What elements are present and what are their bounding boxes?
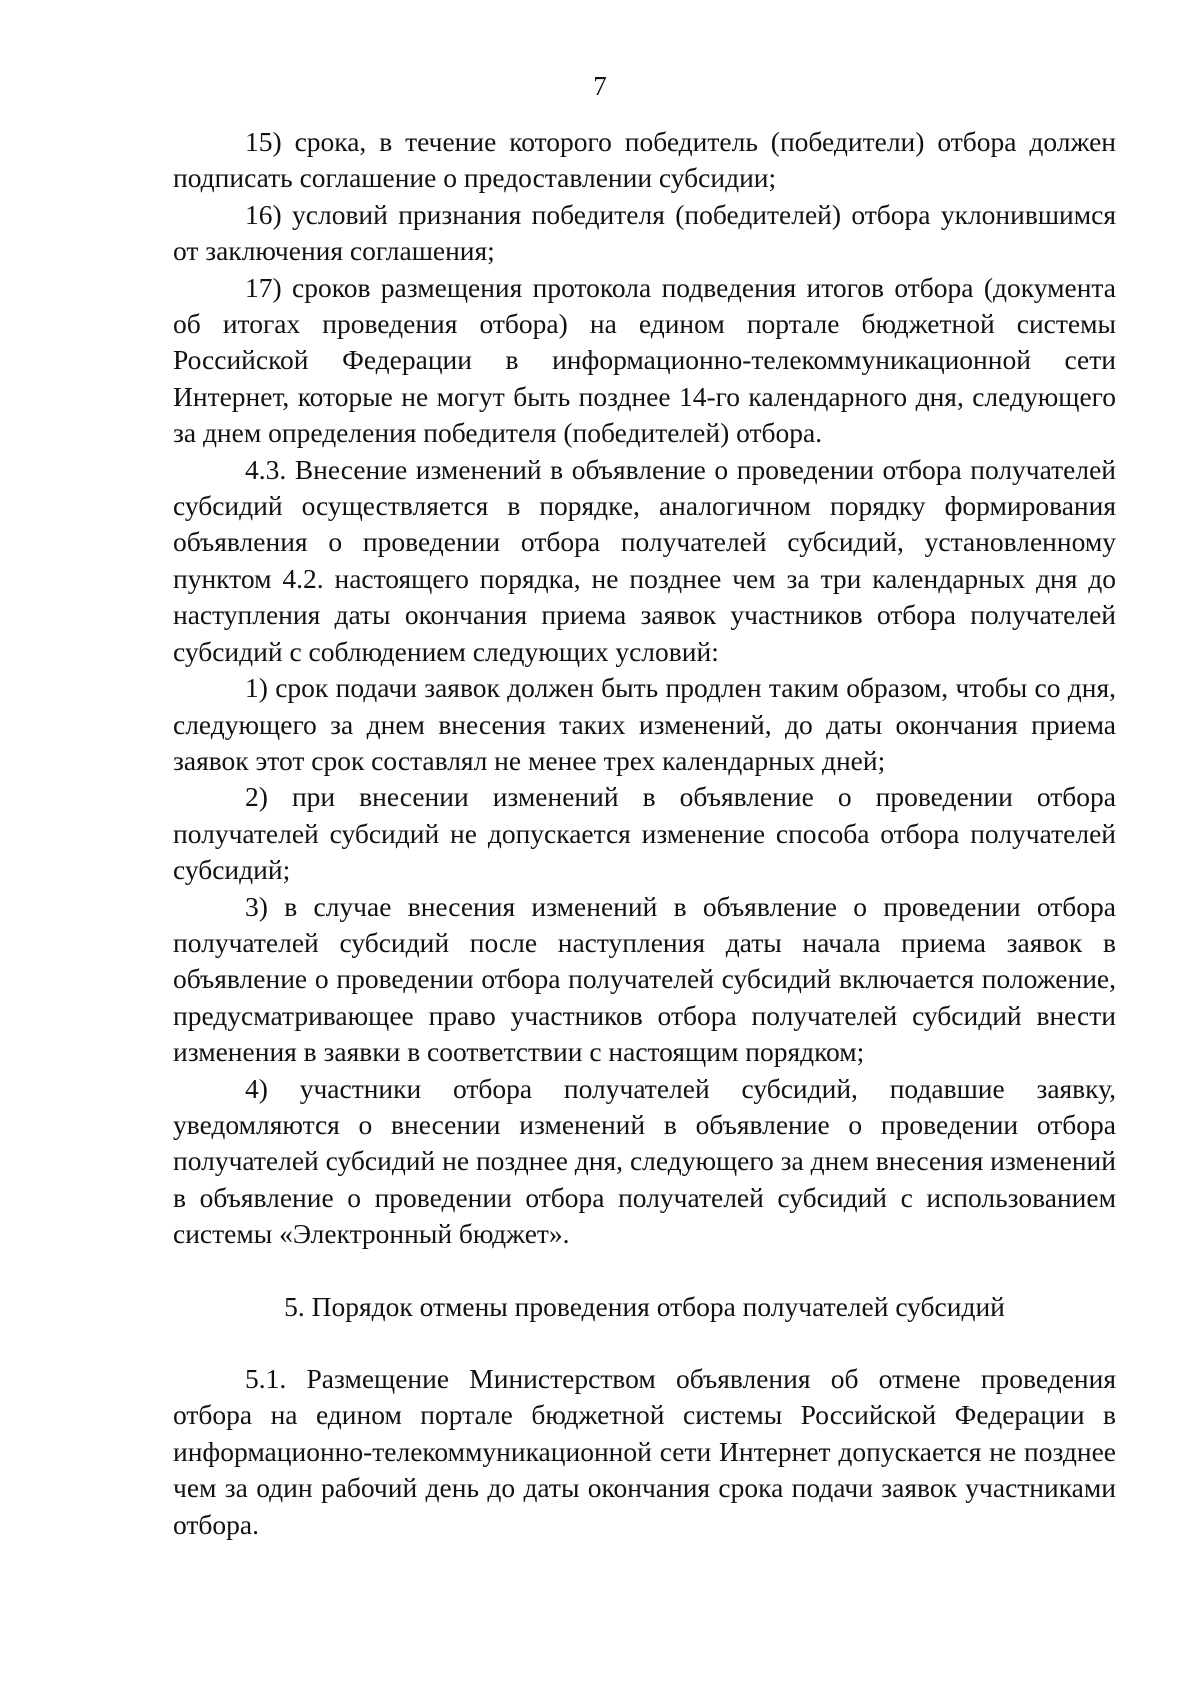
page-number: 7	[593, 71, 607, 101]
document-body	[173, 124, 1116, 1543]
paragraph-item-17: 17) сроков размещения протокола подведения итогов отбора (документа об итогах проведения отбора) на едином портале бюджетной системы Российской Федерации в информационно-телекоммуникационной сети Интернет, которые не могут быть позднее 14-го календарного дня, следующего за днем определения победителя (победителей) отбора.	[173, 271, 1116, 449]
condition-item-3: 3) в случае внесения изменений в объявление о проведении отбора получателей субсидий после наступления даты начала приема заявок в объявление о проведении отбора получателей субсидий включается положение, предусматривающее право участников отбора получателей субсидий внести изменения в заявки в соответствии с настоящим порядком;	[173, 890, 1116, 1068]
condition-item-2: 2) при внесении изменений в объявление о проведении отбора получателей субсидий не допускается изменение способа отбора получателей субсидий;	[173, 781, 1116, 886]
condition-item-1: 1) срок подачи заявок должен быть продлен таким образом, чтобы со дня, следующего за днем внесения таких изменений, до даты окончания приема заявок этот срок составлял не менее трех календарных дней;	[173, 672, 1116, 776]
paragraph-4-3: 4.3. Внесение изменений в объявление о проведении отбора получателей субсидий осуществляется в порядке, аналогичном порядку формирования объявления о проведении отбора получателей субсидий, установленному пунктом 4.2. настоящего порядка, не позднее чем за три календарных дня до наступления даты окончания приема заявок участников отбора получателей субсидий с соблюдением следующих условий:	[173, 453, 1116, 667]
section-heading: 5. Порядок отмены проведения отбора получателей субсидий	[284, 1290, 1005, 1322]
condition-item-4: 4) участники отбора получателей субсидий, подавшие заявку, уведомляются о внесении изменений в объявление о проведении отбора получателей субсидий не позднее дня, следующего за днем внесения изменений в объявление о проведении отбора получателей субсидий с использованием системы «Электронный бюджет».	[173, 1072, 1116, 1250]
paragraph-5-1: 5.1. Размещение Министерством объявления об отмене проведения отбора на едином портале бюджетной системы Российской Федерации в информационно-телекоммуникационной сети Интернет допускается не позднее чем за один рабочий день до даты окончания срока подачи заявок участниками отбора.	[173, 1363, 1116, 1540]
paragraph-item-15: 15) срока, в течение которого победитель (победители) отбора должен подписать соглашение о предоставлении субсидии;	[173, 126, 1116, 194]
paragraph-item-16: 16) условий признания победителя (победителей) отбора уклонившимся от заключения соглашения;	[173, 198, 1116, 267]
